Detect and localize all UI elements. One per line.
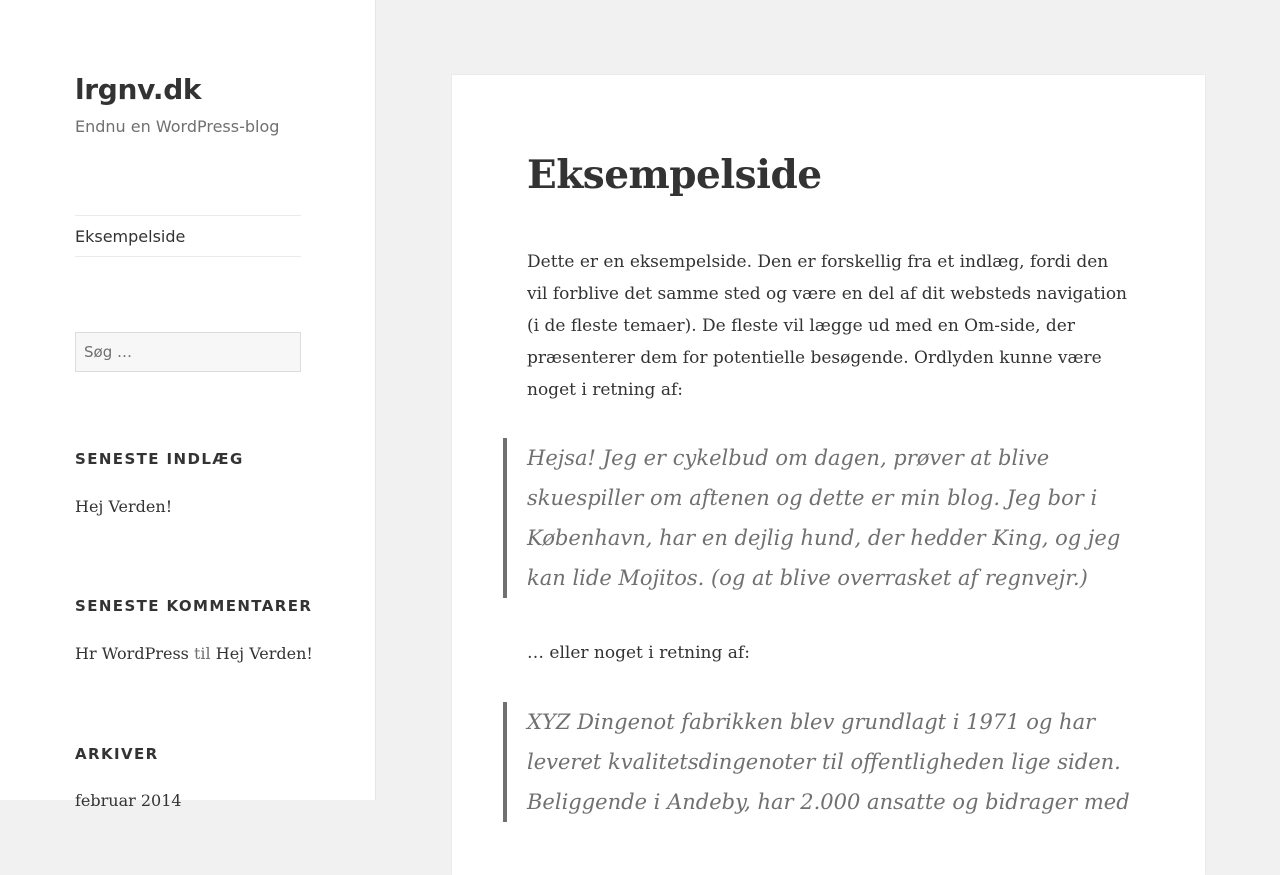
blockquote-2 xyxy=(503,702,1133,822)
intro-paragraph: Dette er en eksempelside. Den er forskellig fra et indlæg, fordi den vil forblive det samme sted og være en del af dit websteds navigation (i de fleste temaer). De fleste vil lægge ud med en Om-side, der præsenterer dem for potentielle besøgende. Ordlyden kunne være noget i retning af: xyxy=(527,252,1127,400)
middle-paragraph: … eller noget i retning af: xyxy=(527,643,750,663)
comment-author-link[interactable]: Hr WordPress xyxy=(75,644,189,663)
recent-posts-list xyxy=(75,496,172,518)
main-navigation xyxy=(75,215,301,257)
site-title[interactable]: lrgnv.dk xyxy=(75,73,202,106)
site-description: Endnu en WordPress-blog xyxy=(75,117,280,136)
archives-title: ARKIVER xyxy=(75,745,159,763)
nav-item-eksempelside[interactable]: Eksempelside xyxy=(75,227,186,246)
page-content xyxy=(452,75,1205,875)
comment-post-link[interactable]: Hej Verden! xyxy=(215,644,313,663)
blockquote-1 xyxy=(503,438,1133,598)
recent-comments-title: SENESTE KOMMENTARER xyxy=(75,597,313,615)
recent-post-link[interactable]: Hej Verden! xyxy=(75,497,173,516)
blockquote-2-text: XYZ Dingenot fabrikken blev grundlagt i 1971 og har leveret kvalitetsdingenoter til offentligheden lige siden. Beliggende i Andeby, har 2.000 ansatte og bidrager med xyxy=(527,710,1130,814)
comment-connector: til xyxy=(193,644,211,663)
search-input[interactable] xyxy=(75,332,301,372)
sidebar xyxy=(0,0,376,810)
archive-link[interactable]: februar 2014 xyxy=(75,791,182,810)
recent-posts-title: SENESTE INDLÆG xyxy=(75,450,244,468)
recent-comment-item xyxy=(75,643,313,665)
page-title: Eksempelside xyxy=(527,152,822,198)
blockquote-1-text: Hejsa! Jeg er cykelbud om dagen, prøver at blive skuespiller om aftenen og dette er min blog. Jeg bor i København, har en dejlig hund, der hedder King, og jeg kan lide Mojitos. (og at blive overrasket af regnvejr.) xyxy=(527,446,1121,590)
archives-list xyxy=(75,790,182,812)
